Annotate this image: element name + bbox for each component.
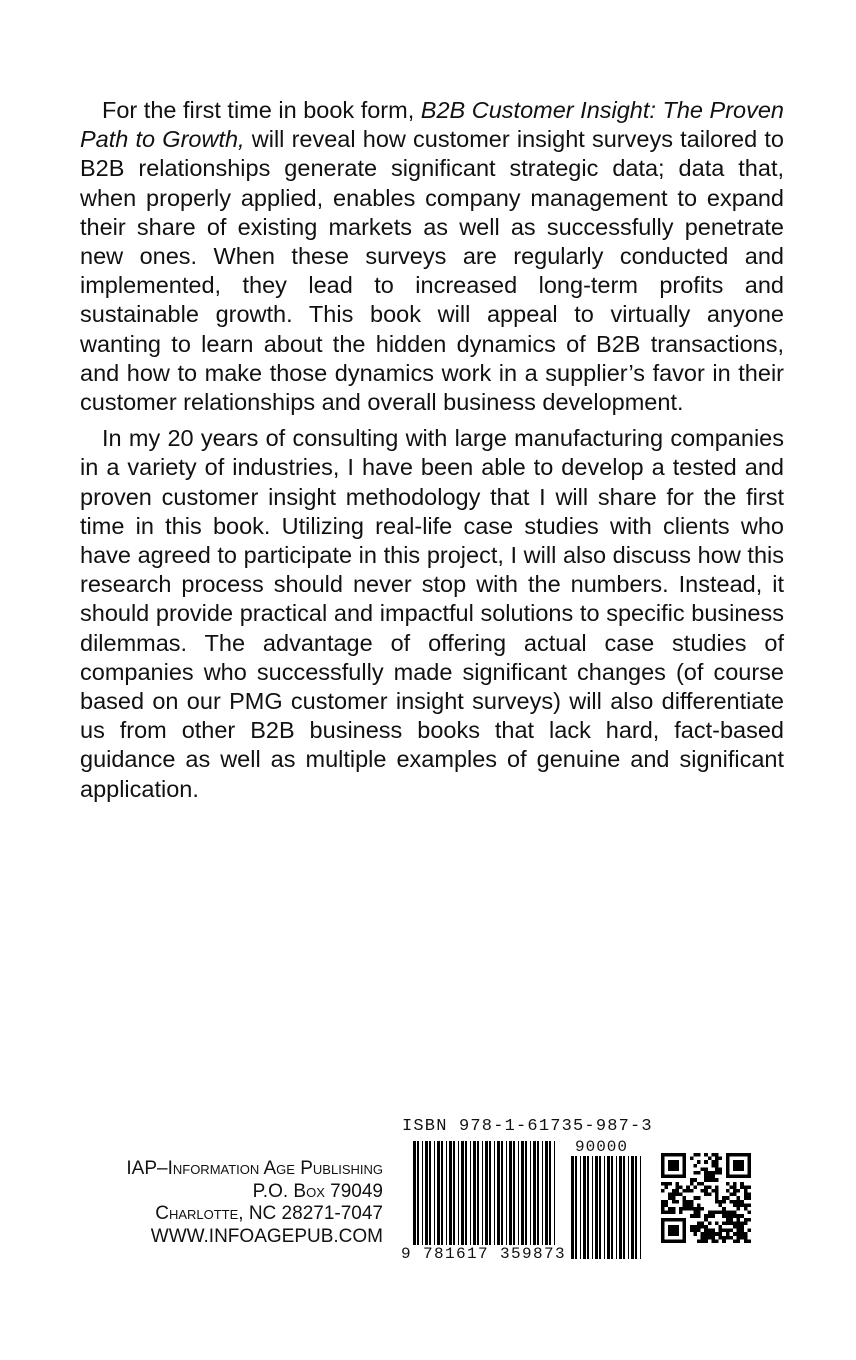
price-code: 90000 (575, 1138, 629, 1156)
publisher-website[interactable]: WWW.INFOAGEPUB.COM (150, 1225, 383, 1247)
blurb-intro: For the first time in book form, (102, 97, 421, 123)
blurb-paragraph-1-rest: will reveal how customer insight surveys tailored to B2B relationships generate significant strategic data; data that, when properly applied, enables company management to expand their share of existing markets as well as successfully penetrate new ones. When these surveys are regularly conducted and implemented, they lead to increased long-term profits and sustainable growth. This book will appeal to virtually anyone wanting to learn about the hidden dynamics of B2B transactions, and how to make those dynamics work in a supplier’s favor in their customer relationships and overall business development. (80, 126, 784, 416)
publisher-city: Charlotte, NC 28271-7047 (155, 1203, 383, 1224)
isbn-label: ISBN 978-1-61735-987-3 (402, 1117, 653, 1136)
barcode-digits: 9 781617 359873 (401, 1245, 567, 1263)
publisher-name: IAP–Information Age Publishing (126, 1158, 383, 1179)
publisher-po-box: P.O. Box 79049 (252, 1180, 383, 1202)
blurb-paragraph-2: In my 20 years of consulting with large manufacturing companies in a variety of industries, I have been able to develop a tested and proven customer insight methodology that I will share for the first time in this book. Utilizing real-life case studies with clients who have agreed to participate in this project, I will also discuss how this research process should never stop with the numbers. Instead, it should provide practical and impactful solutions to specific business dilemmas. The advantage of offering actual case studies of companies who successfully made significant changes (of course based on our PMG customer insight surveys) will also differentiate us from other B2B business books that lack hard, fact-based guidance as well as multiple examples of genuine and significant application. (80, 425, 784, 802)
book-title: B2B Customer Insight: The Proven Path to Growth, (80, 97, 784, 153)
addon-barcode-icon (571, 1156, 643, 1259)
barcode-icon (413, 1141, 559, 1259)
publisher-address (90, 1158, 383, 1248)
cover-blurb (80, 96, 784, 804)
blurb-paragraph-1 (80, 96, 784, 417)
qr-code-icon[interactable] (661, 1153, 751, 1243)
